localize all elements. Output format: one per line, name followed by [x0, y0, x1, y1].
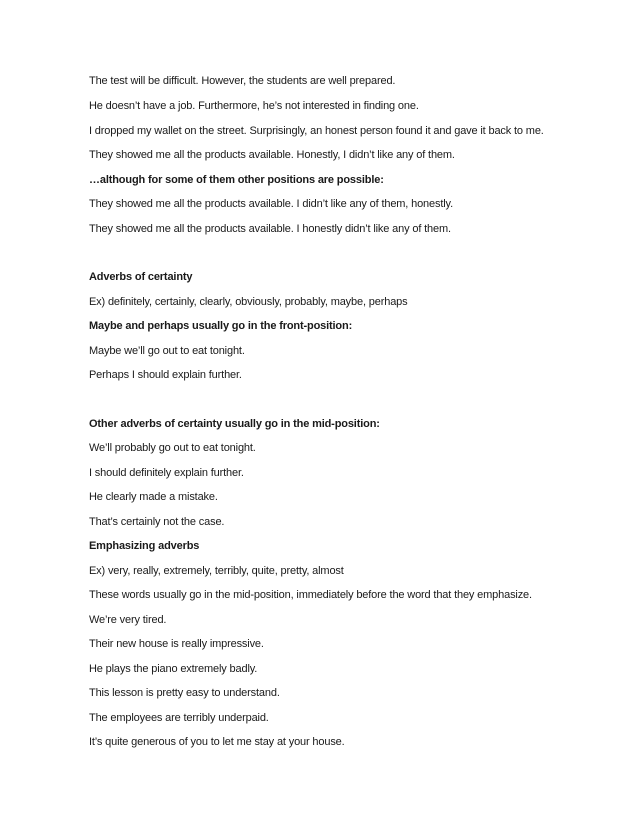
text-line: He plays the piano extremely badly.	[89, 663, 258, 675]
text-line: I should definitely explain further.	[89, 467, 244, 479]
text-line: I dropped my wallet on the street. Surprisingly, an honest person found it and gave it back to me.	[89, 125, 544, 137]
text-line: We’ll probably go out to eat tonight.	[89, 442, 256, 454]
section-heading: Adverbs of certainty	[89, 271, 193, 283]
rule-heading: Maybe and perhaps usually go in the front-position:	[89, 320, 353, 332]
text-line: Ex) very, really, extremely, terribly, quite, pretty, almost	[89, 565, 344, 577]
text-line: He doesn’t have a job. Furthermore, he’s not interested in finding one.	[89, 100, 419, 112]
text-line: They showed me all the products available. I honestly didn’t like any of them.	[89, 223, 451, 235]
text-line: That’s certainly not the case.	[89, 516, 225, 528]
text-line: Their new house is really impressive.	[89, 638, 264, 650]
text-line: They showed me all the products available. Honestly, I didn’t like any of them.	[89, 149, 455, 161]
text-line: Maybe we’ll go out to eat tonight.	[89, 345, 245, 357]
note-heading: …although for some of them other positions are possible:	[89, 174, 384, 186]
text-line: These words usually go in the mid-position, immediately before the word that they emphasize.	[89, 589, 532, 601]
text-line: The employees are terribly underpaid.	[89, 712, 269, 724]
text-line: Ex) definitely, certainly, clearly, obviously, probably, maybe, perhaps	[89, 296, 408, 308]
rule-heading: Other adverbs of certainty usually go in the mid-position:	[89, 418, 380, 430]
text-line: It’s quite generous of you to let me stay at your house.	[89, 736, 345, 748]
text-line: Perhaps I should explain further.	[89, 369, 242, 381]
text-line: He clearly made a mistake.	[89, 491, 218, 503]
section-heading: Emphasizing adverbs	[89, 540, 200, 552]
text-line: This lesson is pretty easy to understand.	[89, 687, 280, 699]
text-line: They showed me all the products available. I didn’t like any of them, honestly.	[89, 198, 453, 210]
text-line: The test will be difficult. However, the students are well prepared.	[89, 75, 396, 87]
text-line: We’re very tired.	[89, 614, 167, 626]
